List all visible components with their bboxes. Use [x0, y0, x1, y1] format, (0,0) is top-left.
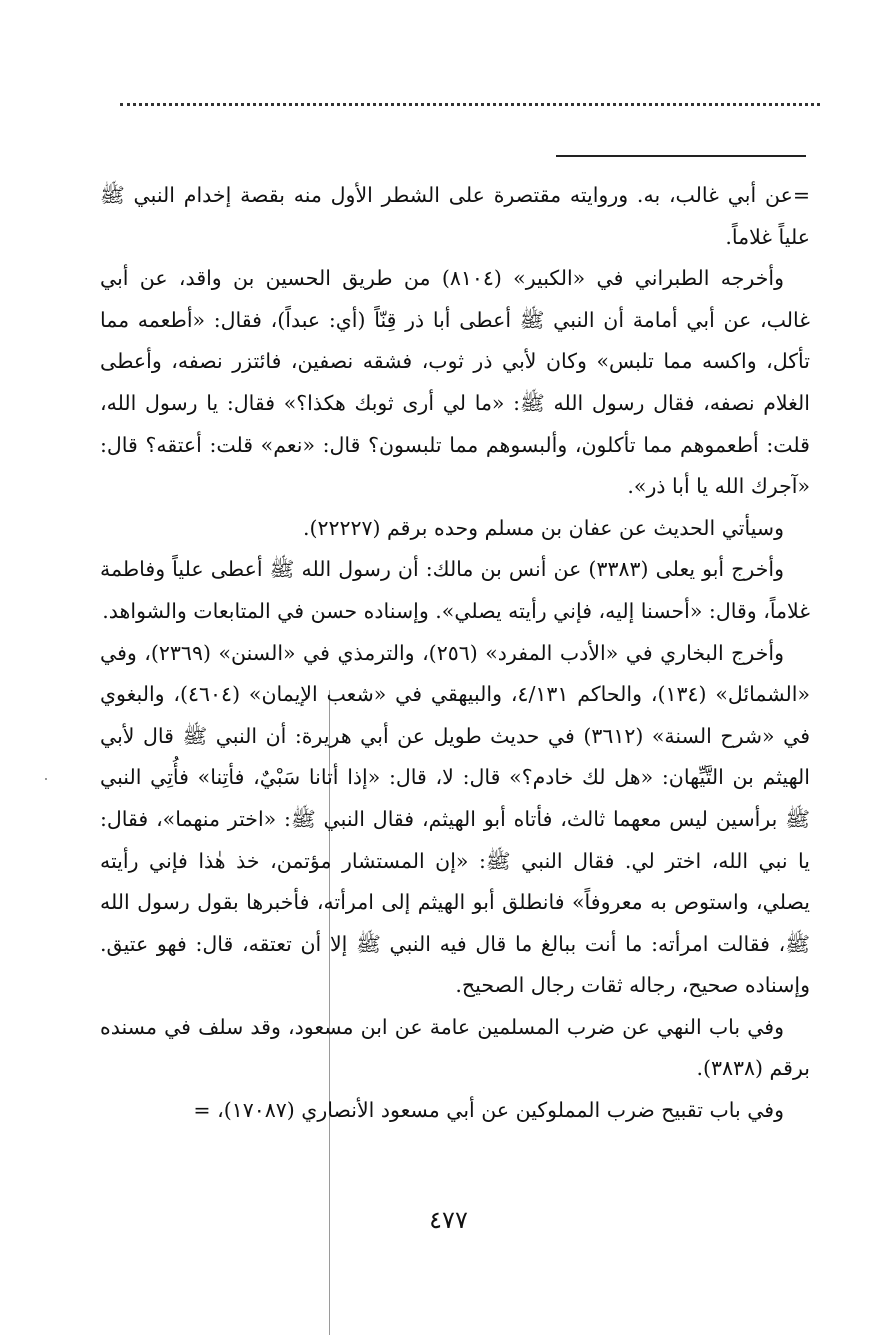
footnote-paragraph-abu-masud: وفي باب تقبيح ضرب المملوكين عن أبي مسعود الأنصاري (١٧٠٨٧)، = [193, 1098, 784, 1123]
dotted-separator [120, 103, 820, 106]
footnote-paragraph-bukhari: وأخرج البخاري في «الأدب المفرد» (٢٥٦)، والترمذي في «السنن» (٢٣٦٩)، وفي «الشمائل» (١٣٤)، والحاكم ٤/١٣١، والبيهقي في «شعب الإيمان» (٤٦٠٤)، والبغوي في «شرح السنة» (٣٦١٢) في حديث طويل عن أبي هريرة: أن النبي ﷺ قال لأبي الهيثم بن التَّيِّهان: «هل لك خادم؟» قال: لا، قال: «إذا أتانا سَبْيٌ، فأتِنا» فأُتِي النبي ﷺ برأسين ليس معهما ثالث، فأتاه أبو الهيثم، فقال النبي ﷺ: «اختر منهما»، فقال: يا نبي الله، اختر لي. فقال النبي ﷺ: «إن المستشار مؤتمن، خذ هٰذا فإني رأيته يصلي، واستوص به معروفاً» فانطلق أبو الهيثم إلى امرأته، فأخبرها بقول رسول الله ﷺ، فقالت امرأته: ما أنت ببالغ ما قال فيه النبي ﷺ إلا أن تعتقه، قال: فهو عتيق. وإسناده صحيح، رجاله ثقات رجال الصحيح. [100, 640, 810, 998]
scan-artifact-dot [45, 778, 47, 780]
footnote-paragraph-continuation: =عن أبي غالب، به. وروايته مقتصرة على الشطر الأول منه بقصة إخدام النبي ﷺ علياً غلاماً. [100, 183, 810, 249]
footnote-paragraph-abu-yala: وأخرج أبو يعلى (٣٣٨٣) عن أنس بن مالك: أن رسول الله ﷺ أعطى علياً وفاطمة غلاماً، وقال: «أحسنا إليه، فإني رأيته يصلي». وإسناده حسن في المتابعات والشواهد. [100, 557, 810, 623]
footnote-text [100, 175, 810, 1132]
page-number: ٤٧٧ [429, 1206, 468, 1234]
footnote-paragraph-affan: وسيأتي الحديث عن عفان بن مسلم وحده برقم (٢٢٢٢٧). [302, 515, 784, 540]
footnote-paragraph-tabarani: وأخرجه الطبراني في «الكبير» (٨١٠٤) من طريق الحسين بن واقد، عن أبي غالب، عن أبي أمامة أن النبي ﷺ أعطى أبا ذر قِنّاً (أي: عبداً)، فقال: «أطعمه مما تأكل، واكسه مما تلبس» وكان لأبي ذر ثوب، فشقه نصفين، فائتزر نصفه، وأعطى الغلام نصفه، فقال رسول الله ﷺ: «ما لي أرى ثوبك هكذا؟» فقال: يا رسول الله، قلت: أطعموهم مما تأكلون، وألبسوهم مما تلبسون؟ قال: «نعم» قلت: أعتقه؟ قال: «آجرك الله يا أبا ذر». [100, 266, 810, 499]
footnote-rule [556, 155, 806, 157]
footnote-paragraph-ibn-masud: وفي باب النهي عن ضرب المسلمين عامة عن ابن مسعود، وقد سلف في مسنده برقم (٣٨٣٨). [100, 1014, 810, 1081]
